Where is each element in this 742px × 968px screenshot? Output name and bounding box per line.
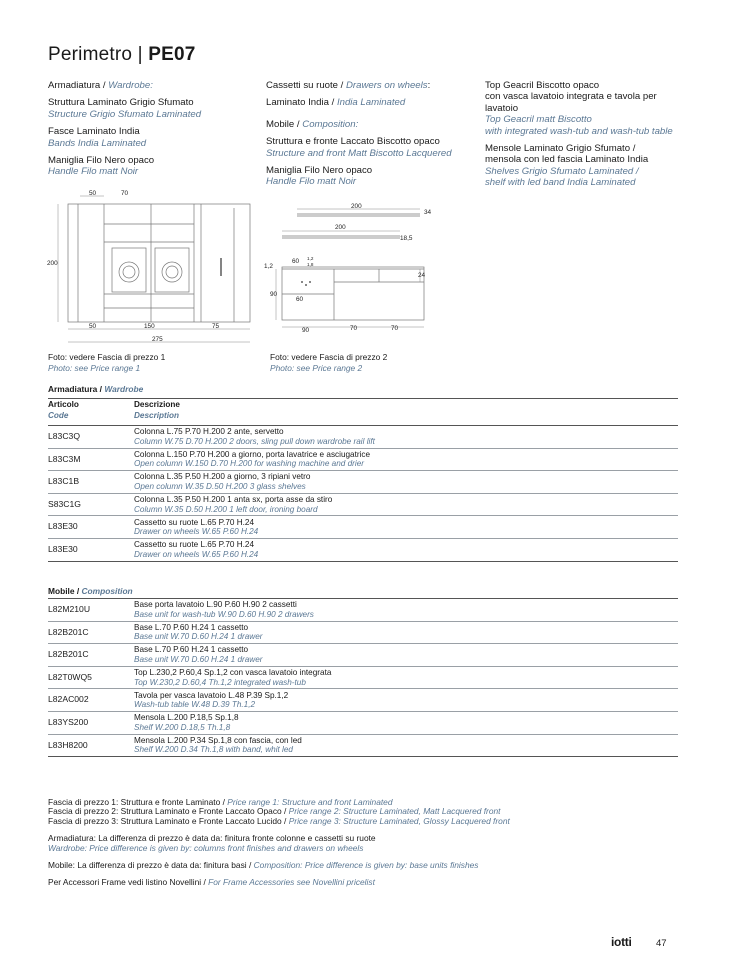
table-row: L82B201C Base L.70 P.60 H.24 1 cassetto Base unit W.70 D.60 H.24 1 drawer bbox=[48, 644, 678, 667]
dim-label: 90 bbox=[302, 327, 310, 334]
dim-label: 70 bbox=[350, 325, 358, 332]
top-shelves-finishes: Top Geacril Biscotto opaco con vasca lavatoio integrata e tavola per lavatoio Top Geacril matt Biscotto with integrated wash-tub and wash-tub table Mensole Laminato Grigio Sfumato / mensola con led fascia Laminato India Shelves Grigio Sfumato Laminated / shelf with led band India Laminated bbox=[485, 80, 673, 189]
wardrobe-table bbox=[48, 398, 678, 562]
wardrobe-heading: Armadiatura / Wardrobe bbox=[48, 384, 144, 394]
dim-label: 200 bbox=[351, 203, 362, 210]
table-row: L83E30 Cassetto su ruote L.65 P.70 H.24 Drawer on wheels W.65 P.60 H.24 bbox=[48, 516, 678, 539]
dim-label: 70 bbox=[391, 325, 399, 332]
table-row: L83C3Q Colonna L.75 P.70 H.200 2 ante, servetto Column W.75 D.70 H.200 2 doors, sling pull down wardrobe rail lift bbox=[48, 426, 678, 449]
price-notes: Fascia di prezzo 1: Struttura e fronte Laminato / Price range 1: Structure and front Laminated Fascia di prezzo 2: Struttura Laminato e Fronte Laccato Opaco / Price range 2: Structure Laminated, Matt Lacquered front Fascia di prezzo 3: Struttura Laminato e Fronte Laccato Lucido / Price range 3: Structure Laminated, Glossy Lacquered front Armadiatura: La differenza di prezzo è data da: finitura fronte colonne e cassetti su ruote Wardrobe: Price difference is given by: columns front finishes and drawers on wheels Mobile: La differenza di prezzo è data da: finitura basi / Composition: Price difference is given by: base units finishes Per Accessori Frame vedi listino Novellini / For Frame Accessories see Novellini pricelist bbox=[48, 797, 510, 888]
dim-label: 75 bbox=[212, 323, 220, 330]
dim-label: 1,8 bbox=[307, 262, 314, 267]
dim-label: 18,5 bbox=[400, 235, 413, 242]
table-row: L83C1B Colonna L.35 P.50 H.200 a giorno, 3 ripiani vetro Open column W.35 D.50 H.200 3 glass shelves bbox=[48, 471, 678, 494]
col-code-header: Articolo Code bbox=[48, 400, 79, 420]
table-row: L83C3M Colonna L.150 P.70 H.200 a giorno, porta lavatrice e asciugatrice Open column W.150 D.70 H.200 for washing machine and drier bbox=[48, 448, 678, 471]
page-number: 47 bbox=[656, 938, 667, 949]
table-row: L82M210U Base porta lavatoio L.90 P.60 H.90 2 cassetti Base unit for wash-tub W.90 D.60 H.90 2 drawers bbox=[48, 600, 314, 619]
dim-label: 50 bbox=[89, 323, 97, 330]
wardrobe-technical-drawing bbox=[44, 186, 254, 346]
dim-label: 90 bbox=[270, 291, 278, 298]
table-header bbox=[48, 399, 678, 426]
table-row: L83YS200 Mensola L.200 P.18,5 Sp.1,8 Shelf W.200 D.18,5 Th.1,8 bbox=[48, 711, 678, 734]
caption-left: Foto: vedere Fascia di prezzo 1 Photo: see Price range 1 bbox=[48, 352, 166, 373]
dim-label: 275 bbox=[152, 336, 163, 343]
dim-label: 1,2 bbox=[264, 263, 273, 270]
dim-label: 34 bbox=[424, 209, 432, 216]
table-row: L83H8200 Mensola L.200 P.34 Sp.1,8 con fascia, con led Shelf W.200 D.34 Th.1,8 with band, whit led bbox=[48, 734, 678, 757]
page-title: Perimetro | PE07 bbox=[48, 44, 196, 65]
dim-label: 200 bbox=[335, 224, 346, 231]
table-row: L82B201C Base L.70 P.60 H.24 1 cassetto Base unit W.70 D.60 H.24 1 drawer bbox=[48, 621, 678, 644]
dim-label: 50 bbox=[89, 190, 97, 197]
dim-label: 60 bbox=[292, 258, 300, 265]
iotti-logo: iotti bbox=[611, 935, 632, 949]
dim-label: 60 bbox=[296, 296, 304, 303]
composition-heading: Mobile / Composition bbox=[48, 586, 133, 596]
dim-label: 1,2 bbox=[307, 256, 314, 261]
dim-label: 200 bbox=[47, 260, 58, 267]
composition-technical-drawing bbox=[262, 200, 442, 346]
dim-label: 24 bbox=[418, 272, 426, 279]
caption-right: Foto: vedere Fascia di prezzo 2 Photo: see Price range 2 bbox=[270, 352, 388, 373]
dim-label: 70 bbox=[121, 190, 129, 197]
table-row: S83C1G Colonna L.35 P.50 H.200 1 anta sx, porta asse da stiro Column W.35 D.50 H.200 1 left door, ironing board bbox=[48, 493, 678, 516]
dim-label: 150 bbox=[144, 323, 155, 330]
composition-finishes: Cassetti su ruote / Drawers on wheels: Laminato India / India Laminated Mobile / Composition: Struttura e fronte Laccato Biscotto opaco Structure and front Matt Biscotto Lacquered Maniglia Filo Nero opaco Handle Filo matt Noir bbox=[266, 80, 452, 188]
col-desc-header: Descrizione Description bbox=[134, 400, 180, 420]
table-row: L82T0WQ5 Top L.230,2 P.60,4 Sp.1,2 con vasca lavatoio integrata Top W.230,2 D.60,4 Th.1,2 integrated wash-tub bbox=[48, 666, 678, 689]
wardrobe-finishes: Armadiatura / Wardrobe: Struttura Laminato Grigio Sfumato Structure Grigio Sfumato Laminated Fasce Laminato India Bands India Laminated Maniglia Filo Nero opaco Handle Filo matt Noir bbox=[48, 80, 202, 178]
composition-table bbox=[48, 598, 678, 757]
table-row: L82AC002 Tavola per vasca lavatoio L.48 P.39 Sp.1,2 Wash-tub table W.48 D.39 Th.1,2 bbox=[48, 689, 678, 712]
table-row: L83E30 Cassetto su ruote L.65 P.70 H.24 Drawer on wheels W.65 P.60 H.24 bbox=[48, 538, 678, 561]
